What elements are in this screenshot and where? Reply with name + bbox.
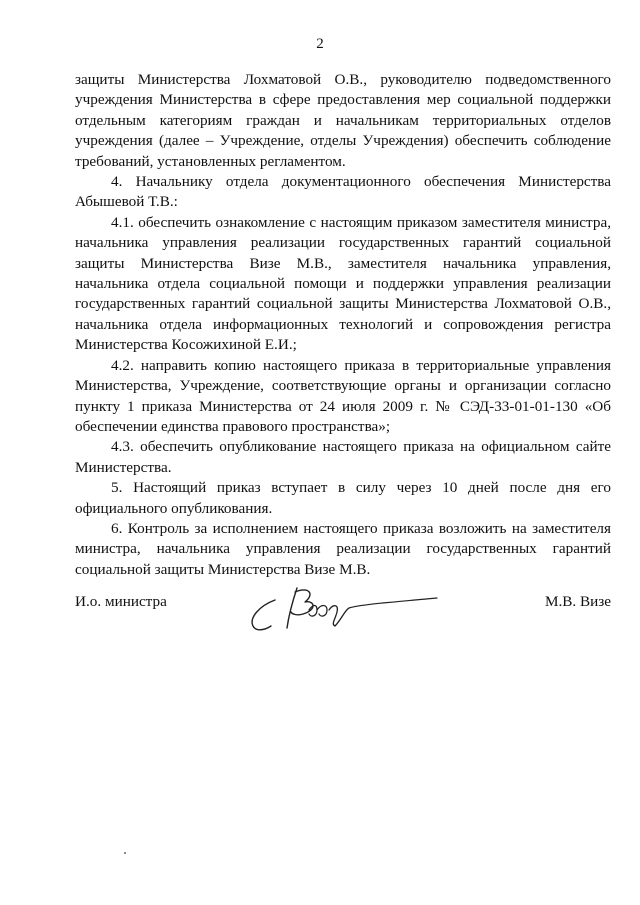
paragraph-item-4-3: 4.3. обеспечить опубликование настоящего приказа на официальном сайте Министерства. bbox=[75, 438, 611, 476]
page-number: 2 bbox=[316, 36, 324, 52]
signature-block bbox=[75, 580, 611, 640]
paragraph-item-4-2: 4.2. направить копию настоящего приказа в территориальные управления Министерства, Учреждение, соответствующие органы и организации согласно пункту 1 приказа Министерства от 24 июля 2009 г. № СЭД-33-01-01-130 «Об обеспечении единства правового пространства»; bbox=[75, 356, 611, 435]
paragraph-item-5: 5. Настоящий приказ вступает в силу через 10 дней после дня его официального опубликования. bbox=[75, 479, 611, 517]
paragraph-continuation: защиты Министерства Лохматовой О.В., руководителю подведомственного учреждения Министерства в сфере предоставления мер социальной поддержки отдельным категориям граждан и начальникам территориальных отделов учреждения (далее – Учреждение, отделы Учреждения) обеспечить соблюдение требований, установленных регламентом. bbox=[75, 71, 611, 170]
scan-speck bbox=[124, 852, 126, 854]
signatory-name: М.В. Визе bbox=[544, 593, 611, 610]
signatory-position: И.о. министра bbox=[75, 593, 167, 610]
paragraph-item-4-1: 4.1. обеспечить ознакомление с настоящим приказом заместителя министра, начальника управления реализации государственных гарантий социальной защиты Министерства Визе М.В., заместителя начальника управления, начальника отдела социальной помощи и поддержки управления реализации государственных гарантий социальной защиты Министерства Лохматовой О.В., начальника отдела информационных технологий и сопровождения регистра Министерства Косожихиной Е.И.; bbox=[75, 213, 611, 354]
document-body bbox=[75, 70, 611, 580]
paragraph-item-4: 4. Начальнику отдела документационного обеспечения Министерства Абышевой Т.В.: bbox=[75, 173, 611, 211]
paragraph-item-6: 6. Контроль за исполнением настоящего приказа возложить на заместителя министра, начальника управления реализации государственных гарантий социальной защиты Министерства Визе М.В. bbox=[75, 519, 611, 578]
handwritten-signature bbox=[245, 580, 445, 638]
